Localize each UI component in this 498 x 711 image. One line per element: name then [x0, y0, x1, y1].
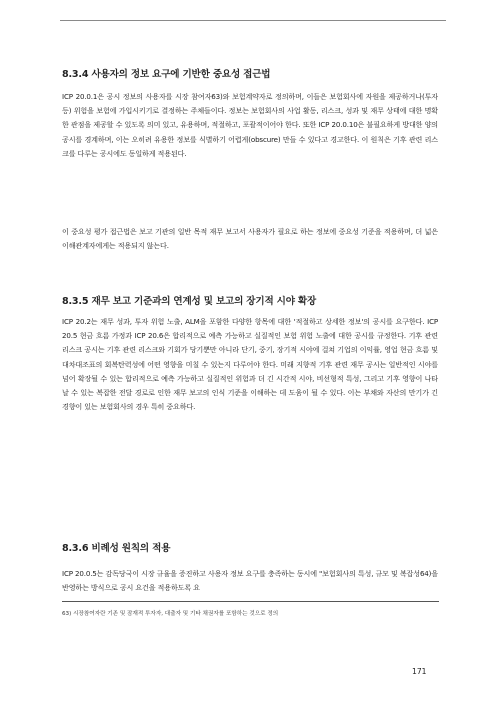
footnote-63: 63) 시장참여자란 기존 및 잠재적 투자자, 대출자 및 기타 채권자를 포함하는 것으로 정의 [62, 611, 279, 617]
section-8-3-6-paragraph-1: ICP 20.0.5는 감독당국이 시장 규율을 증진하고 사용자 정보 요구를 충족하는 동시에 "보험회사의 특성, 규모 및 복잡성64)을 반영하는 방식으로 공시 요건을 적용하도록 요 [62, 569, 438, 593]
section-heading-8-3-5: 8.3.5 재무 보고 기준과의 연계성 및 보고의 장기적 시야 확장 [62, 296, 317, 307]
section-heading-8-3-4: 8.3.4 사용자의 정보 요구에 기반한 중요성 접근법 [62, 69, 271, 80]
header-rule [60, 20, 446, 21]
section-heading-8-3-6: 8.3.6 비례성 원칙의 적용 [62, 543, 171, 554]
section-8-3-4-paragraph-2: 이 중요성 평가 접근법은 보고 기관의 일반 목적 재무 보고서 사용자가 필요로 하는 정보에 중요성 기준을 적용하며, 더 넓은 이해관계자에게는 적용되지 않는다. [62, 227, 438, 251]
page-number: 171 [412, 667, 427, 676]
footnote-rule [62, 601, 439, 602]
section-8-3-4-paragraph-1: ICP 20.0.1은 공시 정보의 사용자를 시장 참여자63)와 보험계약자로 정의하며, 이들은 보험회사에 자원을 제공하거나(투자 등) 위험을 보험에 가입시키기로 결정하는 주체들이다. 정보는 보험회사의 사업 활동, 리스크, 성과 및 재무 상태에 대한 명확한 관점을 제공할 수 있도록 의미 있고, 유용하며, 적절하고, 포괄적이어야 한다. 또한 ICP 20.0.10은 불필요하게 방대한 양의 공시를 경계하며, 이는 오히려 유용한 정보를 식별하기 어렵게(obscure) 만들 수 있다고 경고한다. 이 원칙은 기후 관련 리스크를 다루는 공시에도 동일하게 적용된다. [62, 92, 438, 158]
section-8-3-5-paragraph-1: ICP 20.2는 재무 성과, 투자 위험 노출, ALM을 포함한 다양한 항목에 대한 '적절하고 상세한 정보'의 공시를 요구한다. ICP 20.5 현금 흐름 가정과 ICP 20.6은 합리적으로 예측 가능하고 실질적인 보험 위험 노출에 대한 공시를 규정한다. 기후 관련 리스크 공시는 기후 관련 리스크와 기회가 당기뿐만 아니라 단기, 중기, 장기적 시야에 걸쳐 기업의 이익률, 영업 현금 흐름 및 대차대조표의 회복탄력성에 어떤 영향을 미칠 수 있는지 다루어야 한다. 미래 지향적 기후 관련 재무 공시는 일반적인 시야를 넘어 확장될 수 있는 합리적으로 예측 가능하고 실질적인 위험과 더 긴 시간적 시야, 비선형적 특성, 그리고 기후 영향이 나타날 수 있는 복잡한 전달 경로로 인한 재무 보고의 인식 기준을 이해하는 데 도움이 될 수 있다. 이는 부채와 자산의 만기가 긴 경향이 있는 보험회사의 경우 특히 중요하다. [62, 317, 438, 412]
